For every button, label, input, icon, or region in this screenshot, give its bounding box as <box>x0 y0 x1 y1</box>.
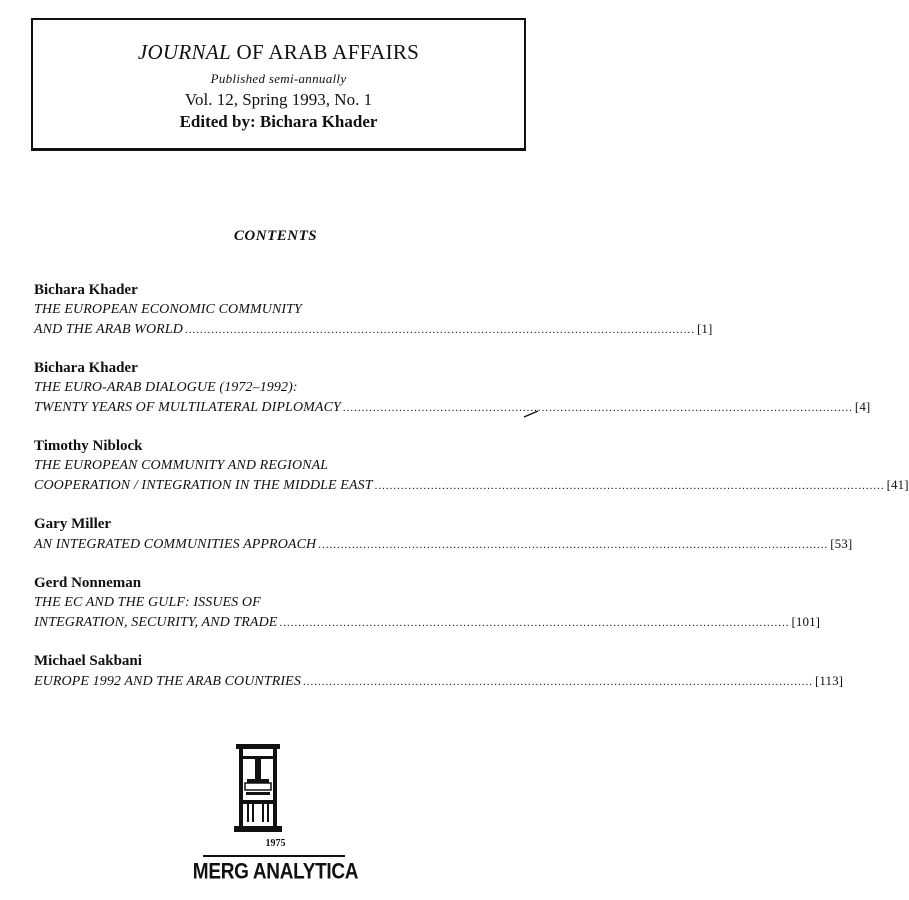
entry-title-leader-line <box>34 671 844 692</box>
entry-title-line: AND THE ARAB WORLD <box>34 322 183 337</box>
entry-page-number: [4] <box>854 399 871 414</box>
entry-title-leader-line <box>34 397 871 418</box>
entry-title-line: THE EUROPEAN ECONOMIC COMMUNITY <box>34 302 302 317</box>
printing-press-icon <box>233 742 283 834</box>
journal-title-italic: JOURNAL <box>137 40 231 64</box>
entry-title-line: TWENTY YEARS OF MULTILATERAL DIPLOMACY <box>34 400 341 415</box>
entry-author: Timothy Niblock <box>34 438 143 454</box>
entry-author: Gary Miller <box>34 516 112 532</box>
entry-page-number: [41] <box>886 477 909 492</box>
entry-title-line: THE EC AND THE GULF: ISSUES OF <box>34 595 261 610</box>
journal-header-box <box>31 18 526 151</box>
entry-author: Bichara Khader <box>34 360 138 376</box>
dot-leader: ........................................................................................................................................ <box>318 539 829 551</box>
toc-entry <box>34 515 853 555</box>
journal-title <box>33 40 524 65</box>
toc-entry <box>34 437 909 496</box>
publication-frequency: Published semi-annually <box>210 71 347 86</box>
editor-credit: Edited by: Bichara Khader <box>179 112 378 131</box>
dot-leader: ........................................................................................................................................ <box>279 617 790 629</box>
entry-title-leader-line <box>34 612 821 633</box>
entry-title-line: THE EURO-ARAB DIALOGUE (1972–1992): <box>34 380 298 395</box>
dot-leader: ........................................................................................................................................ <box>184 324 695 336</box>
entry-title-leader-line <box>34 475 909 496</box>
toc-entry <box>34 359 871 418</box>
dot-leader: ........................................................................................................................................ <box>342 402 853 414</box>
entry-title-line: THE EUROPEAN COMMUNITY AND REGIONAL <box>34 458 329 473</box>
dot-leader: ........................................................................................................................................ <box>374 480 885 492</box>
entry-page-number: [101] <box>791 614 821 629</box>
dot-leader: ........................................................................................................................................ <box>302 676 813 688</box>
contents-heading: CONTENTS <box>233 228 318 244</box>
toc-entry <box>34 281 713 340</box>
entry-author: Gerd Nonneman <box>34 575 142 591</box>
entry-author: Michael Sakbani <box>34 653 142 669</box>
entry-author: Bichara Khader <box>34 282 138 298</box>
toc-entry <box>34 574 821 633</box>
divider <box>203 855 345 857</box>
entry-page-number: [53] <box>830 536 853 551</box>
entry-title-line: AN INTEGRATED COMMUNITIES APPROACH <box>34 537 317 552</box>
pen-mark <box>523 410 539 418</box>
toc-entry <box>34 652 844 692</box>
founding-year: 1975 <box>265 838 286 849</box>
entry-title-leader-line <box>34 534 853 555</box>
journal-title-rest: OF ARAB AFFAIRS <box>236 40 420 64</box>
entry-page-number: [1] <box>696 321 713 336</box>
entry-title-line: COOPERATION / INTEGRATION IN THE MIDDLE EAST <box>34 478 373 493</box>
entry-title-line: INTEGRATION, SECURITY, AND TRADE <box>34 615 278 630</box>
entry-title-leader-line <box>34 319 713 340</box>
table-of-contents <box>34 281 909 711</box>
publisher-name: MERG ANALYTICA <box>192 860 359 885</box>
entry-title-line: EUROPE 1992 AND THE ARAB COUNTRIES <box>34 674 301 689</box>
volume-info: Vol. 12, Spring 1993, No. 1 <box>184 90 373 109</box>
entry-page-number: [113] <box>814 673 844 688</box>
